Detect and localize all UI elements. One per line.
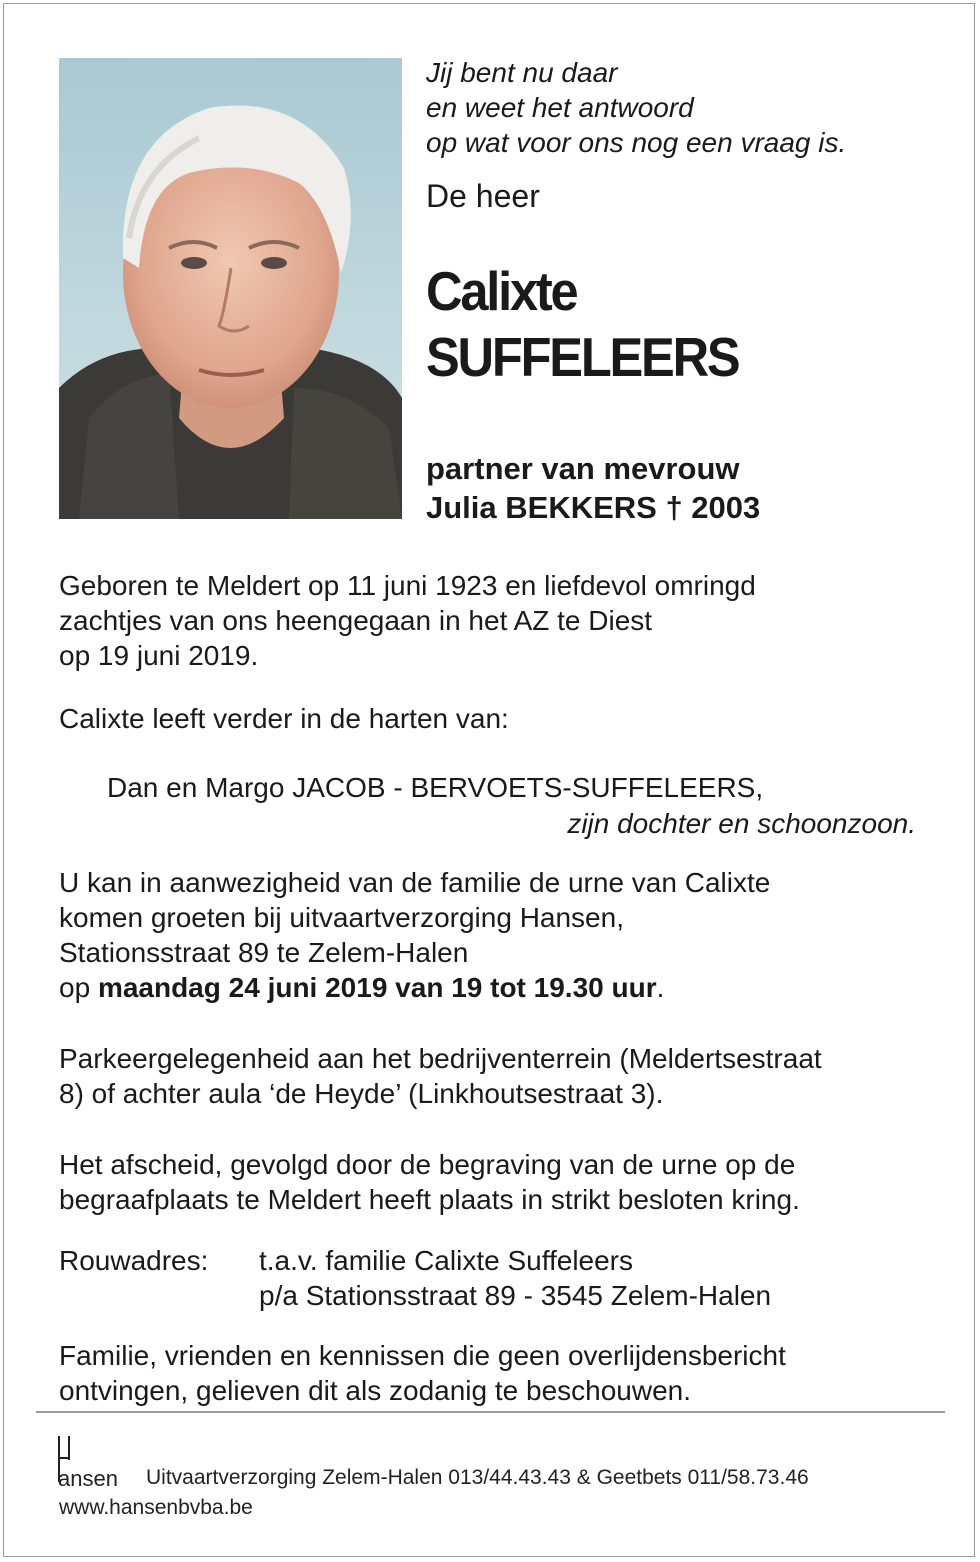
partner-line: Julia BEKKERS † 2003 [426,490,761,525]
partner-line: partner van mevrouw [426,451,740,486]
deceased-name [426,258,738,390]
address-line: t.a.v. familie Calixte Suffeleers [259,1245,634,1276]
text-line: Geboren te Meldert op 11 juni 1923 en liefdevol omringd [59,570,756,601]
last-name: SUFFELEERS [426,326,739,388]
text-line: Stationsstraat 89 te Zelem-Halen [59,937,469,968]
text-line: Het afscheid, gevolgd door de begraving van de urne op de [59,1149,796,1180]
visit-prefix: op [59,972,98,1003]
portrait-photo [59,58,402,519]
address-label: Rouwadres: [59,1245,209,1276]
family-names: Dan en Margo JACOB - BERVOETS-SUFFELEERS, [107,772,764,803]
poem-line: en weet het antwoord [426,92,694,123]
family-role: zijn dochter en schoonzoon. [567,808,916,839]
poem-line: Jij bent nu daar [426,57,618,88]
svg-text:ansen: ansen [58,1466,118,1491]
visit-time-line [59,970,770,1005]
text-line: begraafplaats te Meldert heeft plaats in strikt besloten kring. [59,1184,800,1215]
text-line: Parkeergelegenheid aan het bedrijventerrein (Meldertsestraat [59,1043,822,1074]
partner-info [426,449,760,527]
hansen-logo-mark [56,1432,156,1494]
closing-paragraph [59,1338,786,1408]
text-line: U kan in aanwezigheid van de familie de urne van Calixte [59,867,771,898]
address-line: p/a Stationsstraat 89 - 3545 Zelem-Halen [259,1280,772,1311]
visit-paragraph [59,865,770,1005]
honorific: De heer [426,178,540,214]
lives-on-line: Calixte leeft verder in de harten van: [59,703,509,734]
visit-datetime: maandag 24 juni 2019 van 19 tot 19.30 uur [97,972,657,1003]
text-line: ontvingen, gelieven dit als zodanig te beschouwen. [59,1375,691,1406]
farewell-paragraph [59,1147,800,1217]
footer-contact: Uitvaartverzorging Zelem-Halen 013/44.43.43 & Geetbets 011/58.73.46 [146,1466,809,1489]
hansen-logo [56,1432,156,1494]
text-line: Familie, vrienden en kennissen die geen overlijdensbericht [59,1340,786,1371]
portrait-illustration [59,58,402,519]
poem-line: op wat voor ons nog een vraag is. [426,127,847,158]
text-line: op 19 juni 2019. [59,640,259,671]
footer-website[interactable]: www.hansenbvba.be [59,1496,253,1519]
text-line: komen groeten bij uitvaartverzorging Hansen, [59,902,624,933]
text-line: 8) of achter aula ‘de Heyde’ (Linkhoutsestraat 3). [59,1078,664,1109]
birth-paragraph [59,568,756,673]
footer-divider [36,1411,945,1413]
address-lines [259,1243,771,1313]
first-name: Calixte [426,260,577,322]
poem [426,55,946,160]
visit-suffix: . [656,972,665,1003]
text-line: zachtjes van ons heengegaan in het AZ te Diest [59,605,653,636]
parking-paragraph [59,1041,822,1111]
